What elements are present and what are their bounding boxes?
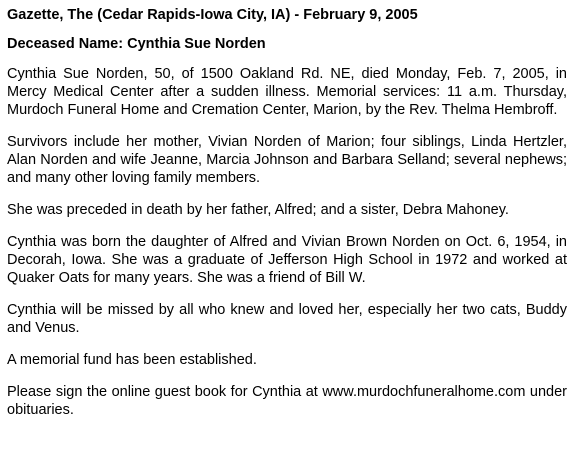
paragraph-memorial-fund: A memorial fund has been established.: [7, 352, 257, 368]
paragraph-preceded-in-death: She was preceded in death by her father, Alfred; and a sister, Debra Mahoney.: [7, 202, 509, 218]
paragraph-remembrance: Cynthia will be missed by all who knew and loved her, especially her two cats, Buddy and Venus.: [7, 302, 567, 336]
paragraph-biography: Cynthia was born the daughter of Alfred and Vivian Brown Norden on Oct. 6, 1954, in Decorah, Iowa. She was a graduate of Jefferson High School in 1972 and worked at Quaker Oats for many years. She was a friend of Bill W.: [7, 234, 567, 286]
source-line: Gazette, The (Cedar Rapids-Iowa City, IA) - February 9, 2005: [7, 7, 418, 23]
paragraph-survivors: Survivors include her mother, Vivian Norden of Marion; four siblings, Linda Hertzler, Alan Norden and wife Jeanne, Marcia Johnson and Barbara Selland; several nephews; and many other loving family members.: [7, 134, 567, 186]
deceased-name-line: Deceased Name: Cynthia Sue Norden: [7, 36, 266, 52]
paragraph-death-notice: Cynthia Sue Norden, 50, of 1500 Oakland Rd. NE, died Monday, Feb. 7, 2005, in Mercy Medical Center after a sudden illness. Memorial services: 11 a.m. Thursday, Murdoch Funeral Home and Cremation Center, Marion, by the Rev. Thelma Hembroff.: [7, 66, 567, 118]
paragraph-guest-book: Please sign the online guest book for Cynthia at www.murdochfuneralhome.com under obituaries.: [7, 384, 567, 418]
